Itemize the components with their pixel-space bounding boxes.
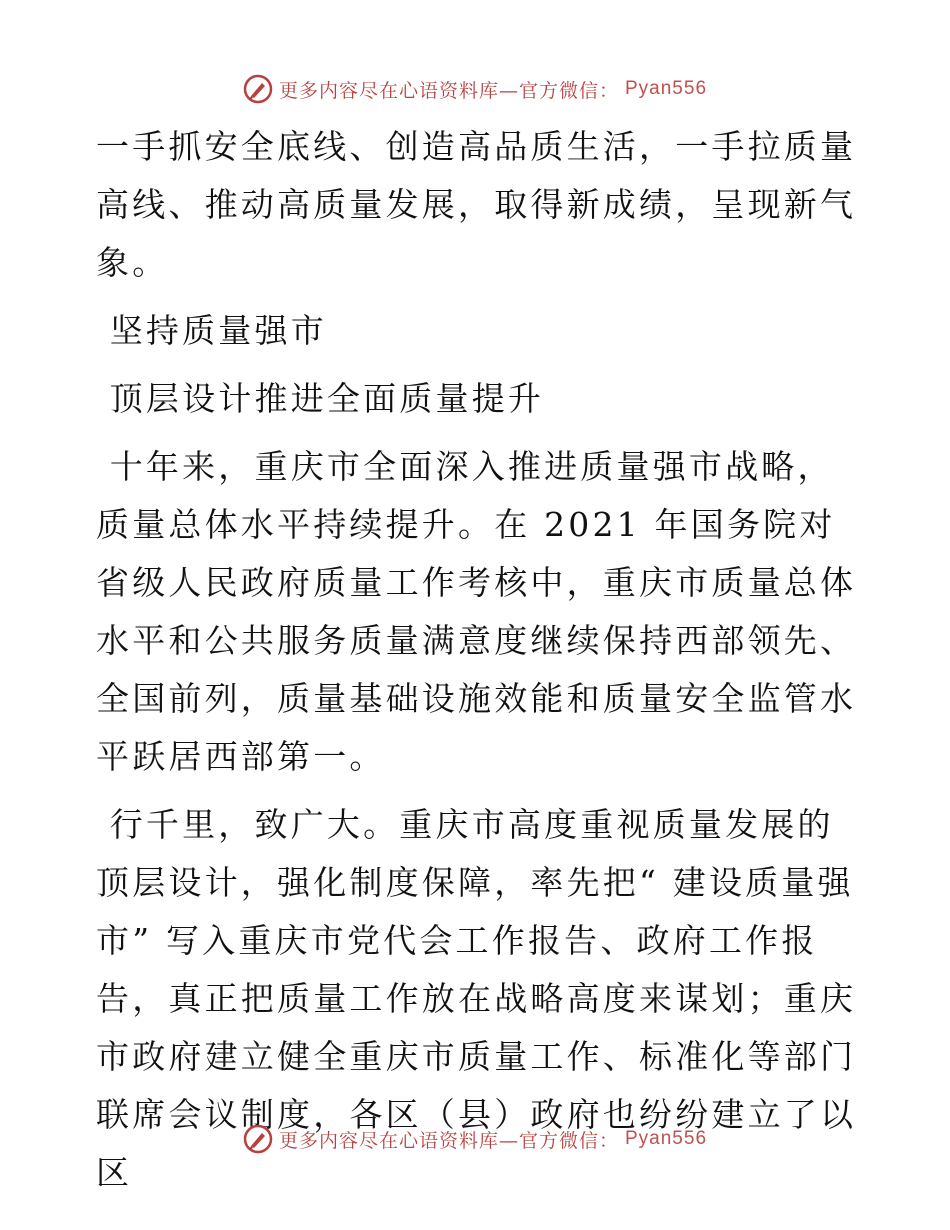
paragraph-intro: 一手抓安全底线、创造高品质生活，一手拉质量高线、推动高质量发展，取得新成绩，呈现新气象。 bbox=[96, 127, 857, 282]
footer-watermark bbox=[0, 1124, 950, 1154]
watermark-handle: Pyan556 bbox=[625, 1128, 708, 1149]
pen-logo-icon bbox=[243, 74, 273, 104]
section-heading: 坚持质量强市 bbox=[96, 311, 327, 350]
watermark-handle: Pyan556 bbox=[625, 78, 708, 99]
watermark-text: 更多内容尽在心语资料库—官方微信： bbox=[278, 79, 619, 102]
paragraph-top-level-design: 行千里，致广大。重庆市高度重视质量发展的顶层设计，强化制度保障，率先把“ 建设质量强市” 写入重庆市党代会工作报告、政府工作报告，真正把质量工作放在战略高度来谋划；重庆市政府建立健全重庆市质量工作、标准化等部门联席会议制度，各区（县）政府也纷纷建立了以区 bbox=[96, 805, 857, 1192]
header-watermark bbox=[0, 74, 950, 104]
document-body bbox=[96, 118, 866, 1202]
watermark-text: 更多内容尽在心语资料库—官方微信： bbox=[278, 1129, 619, 1152]
pen-logo-icon bbox=[243, 1124, 273, 1154]
section-subheading: 顶层设计推进全面质量提升 bbox=[96, 379, 545, 418]
paragraph-decade-review: 十年来，重庆市全面深入推进质量强市战略，质量总体水平持续提升。在 2021 年国务院对省级人民政府质量工作考核中，重庆市质量总体水平和公共服务质量满意度继续保持西部领先、全国前列，质量基础设施效能和质量安全监管水平跃居西部第一。 bbox=[96, 447, 857, 776]
